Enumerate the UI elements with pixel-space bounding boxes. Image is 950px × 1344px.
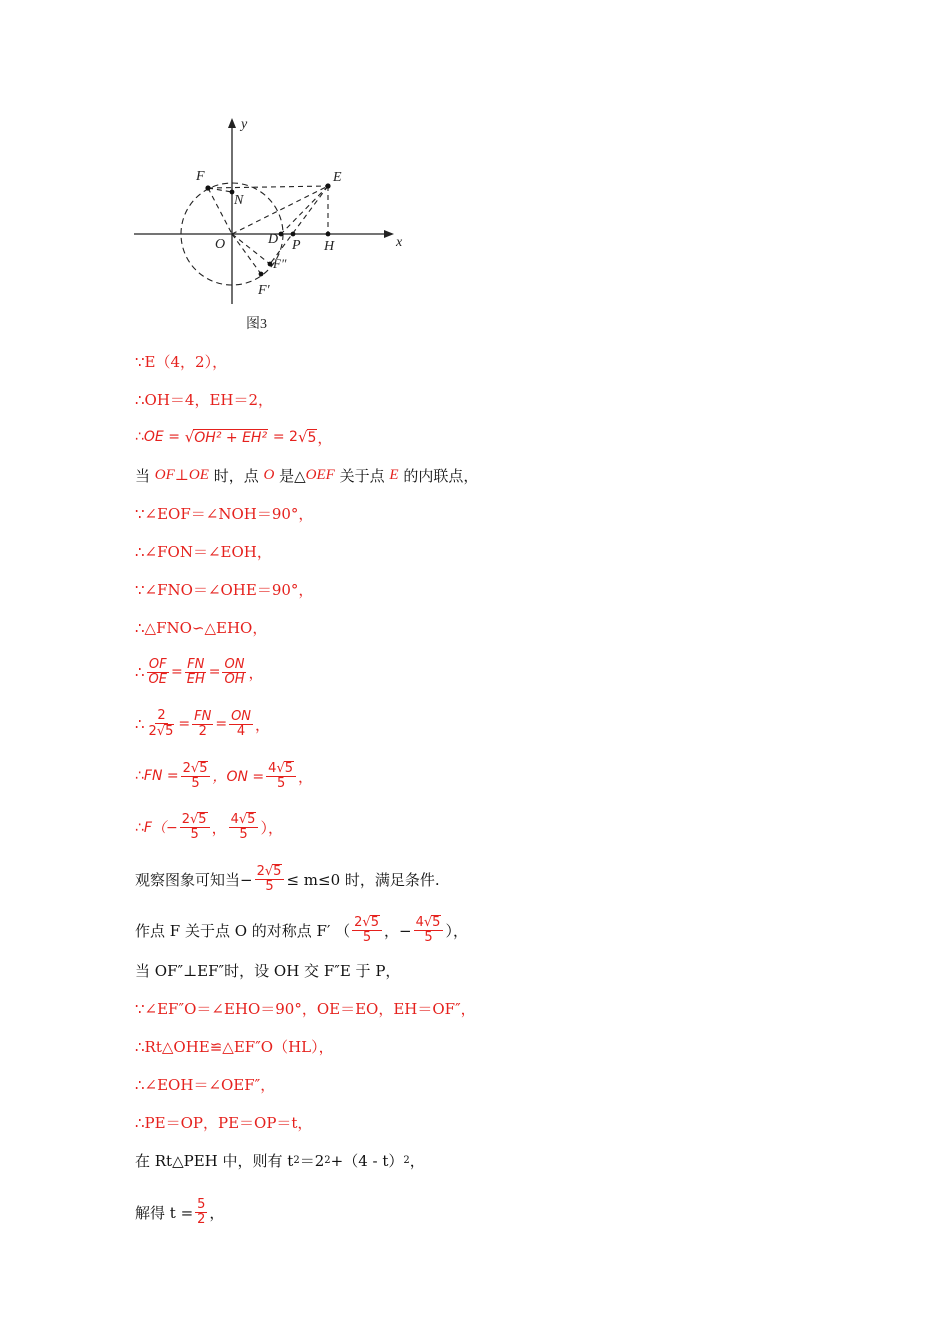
point-F1 [259, 272, 264, 277]
figure-drawing [128, 112, 418, 344]
comma: ， [317, 428, 333, 447]
solution-line-4 [135, 461, 478, 489]
radicand: 5 [432, 915, 441, 931]
radicand: 5 [198, 812, 207, 828]
denominator: OH [224, 671, 245, 687]
label-D: D [268, 232, 279, 247]
text-neilian: 的内联点， [403, 466, 479, 485]
numerator: 2√5 [181, 761, 211, 777]
coef: 4 [230, 812, 239, 828]
close-paren: ）， [260, 818, 283, 837]
f-coord-prefix: ∴F（− [135, 820, 178, 836]
denominator: 5 [276, 776, 286, 791]
solution-line-11 [135, 754, 313, 798]
radicand: 5 [273, 864, 282, 880]
label-F-double-prime: F″ [273, 256, 287, 271]
sqrt-five: 5 [307, 429, 317, 446]
solution-line-9 [135, 650, 264, 694]
numerator: 5 [197, 1196, 206, 1212]
radicand: 5 [370, 915, 379, 931]
comma: ， [211, 818, 227, 837]
text-symmetric-point: 作点 F 关于点 O 的对称点 F′ （ [135, 921, 351, 940]
label-E: E [333, 170, 342, 185]
solution-line-13 [135, 857, 440, 901]
exponent: 2 [293, 1154, 300, 1166]
label-x: x [396, 235, 403, 250]
text-observe: 观察图象可知当− [135, 870, 253, 889]
var-OF: OF [154, 466, 175, 483]
numerator: 2√5 [180, 812, 210, 828]
solution-line-5: ∵∠EOF＝∠NOH＝90°， [135, 504, 314, 523]
radicand: 5 [284, 761, 294, 777]
figure-caption: 图3 [246, 317, 267, 332]
therefore: ∴ [135, 663, 145, 681]
solution-line-16: ∵∠EF″O＝∠EHO＝90°，OE＝EO，EH＝OF″， [135, 999, 476, 1018]
numerator: OF [148, 656, 167, 672]
comma: ， [409, 1151, 425, 1170]
point-F [205, 185, 210, 190]
label-O: O [215, 237, 226, 252]
point-D [279, 232, 284, 237]
fraction-fn-2 [192, 710, 213, 738]
denominator: 5 [424, 930, 433, 945]
label-F: F [196, 169, 205, 184]
numerator: 4√5 [414, 915, 444, 931]
var-E: E [389, 466, 399, 483]
fraction-4root5-over-5 [266, 761, 296, 790]
fraction-2root5-over-5 [180, 812, 210, 841]
solution-line-14 [135, 908, 468, 952]
var-OE: OE [188, 466, 209, 483]
radicand: 5 [199, 761, 208, 777]
denominator: OE [148, 671, 167, 687]
solution-line-2: ∴OH＝4，EH＝2， [135, 390, 274, 409]
fraction-2root5-over-5 [181, 761, 211, 790]
label-H: H [324, 239, 335, 254]
segment-ED [281, 186, 328, 234]
denominator: 5 [190, 827, 199, 842]
comma: ， [209, 1203, 225, 1222]
label-F-prime: F′ [258, 283, 270, 298]
plus-term: +（4 - t） [330, 1151, 404, 1170]
point-P [291, 232, 296, 237]
coef: 2 [354, 915, 363, 931]
denominator: 5 [265, 879, 274, 894]
fraction-fn-eh [185, 658, 207, 686]
solution-line-7: ∵∠FNO＝∠OHE＝90°， [135, 580, 314, 599]
numerator: 4√5 [266, 761, 296, 777]
solution-line-17: ∴Rt△OHE≌△EF″O（HL）， [135, 1037, 334, 1056]
exponent: 2 [324, 1154, 331, 1166]
equals: = [178, 716, 191, 732]
equals: = [215, 716, 228, 732]
therefore: ∴ [135, 715, 145, 733]
numerator: FN [194, 708, 212, 724]
fraction-2root5-over-5 [255, 864, 285, 893]
fraction-of-oe [147, 658, 169, 686]
on-lhs: ，ON = [212, 769, 265, 785]
text-in-triangle: 在 Rt△PEH 中，则有 t [135, 1151, 294, 1170]
fraction-2root5-over-5 [352, 915, 382, 944]
coordinate-figure [128, 112, 418, 344]
segment-FO [208, 188, 232, 234]
solution-line-19: ∴PE＝OP，PE＝OP＝t， [135, 1113, 313, 1132]
solution-line-10 [135, 702, 270, 746]
text-dang: 当 [135, 466, 151, 485]
segment-OE [232, 186, 328, 234]
solution-line-15: 当 OF″⊥EF″时，设 OH 交 F″E 于 P， [135, 961, 401, 980]
numerator: ON [231, 708, 252, 724]
coef: 2 [148, 724, 157, 739]
fn-lhs: ∴FN = [135, 768, 179, 784]
fraction-4root5-over-5 [229, 812, 259, 841]
numerator: 4√5 [229, 812, 259, 828]
comma: ， [298, 767, 314, 786]
denominator: EH [186, 671, 205, 687]
equals-two: ＝2 [299, 1151, 325, 1170]
comma-minus: ，− [384, 921, 412, 940]
y-axis-arrow [228, 118, 236, 128]
solution-line-8: ∴△FNO∽△EHO， [135, 618, 268, 637]
fraction-on-oh [222, 658, 246, 686]
segment-FE [208, 186, 328, 188]
equals: = [171, 664, 183, 680]
radicand: 5 [247, 812, 256, 828]
denominator: 4 [236, 723, 246, 739]
fraction-on-4 [229, 710, 253, 738]
point-F2 [268, 262, 273, 267]
exponent: 2 [403, 1154, 410, 1166]
point-H [326, 232, 331, 237]
var-OEF: OEF [305, 466, 335, 483]
x-axis-arrow [384, 230, 394, 238]
label-y: y [241, 117, 248, 132]
point-E [325, 183, 330, 188]
text-solve: 解得 t = [135, 1203, 194, 1222]
comma: ， [255, 715, 271, 734]
numerator: ON [224, 656, 245, 672]
solution-line-3: ∴OE = √ OH² + EH² = 2 √ 5 ， [135, 428, 333, 447]
comma: ， [248, 663, 264, 682]
var-O: O [263, 466, 275, 483]
oe-lhs: ∴OE = [135, 429, 180, 445]
coef: 2 [182, 761, 191, 777]
denominator: 5 [362, 930, 372, 945]
text-shi: 是△ [279, 466, 306, 485]
label-P: P [292, 238, 301, 253]
fraction-4root5-over-5 [414, 915, 444, 944]
solution-line-20 [135, 1146, 425, 1174]
text-guanyu: 关于点 [339, 466, 385, 485]
solution-line-12 [135, 805, 283, 849]
solution-line-18: ∴∠EOH＝∠OEF″， [135, 1075, 276, 1094]
solution-line-1: ∵E（4，2）， [135, 352, 228, 371]
fraction-2-over-2root5 [147, 709, 177, 738]
coef: 4 [415, 915, 424, 931]
coef: 2 [256, 864, 265, 880]
perp: ⊥ [174, 466, 189, 484]
denominator: 2 [197, 1211, 206, 1227]
fraction-5-over-2 [195, 1198, 207, 1226]
solution-line-21 [135, 1190, 224, 1234]
numerator: 2 [157, 708, 166, 724]
denominator: 2√5 [148, 724, 174, 739]
numerator: 2√5 [255, 864, 285, 880]
label-N: N [234, 193, 244, 208]
denominator: 5 [239, 827, 248, 842]
coef: 4 [268, 761, 277, 777]
sqrt-radicand: OH² + EH² [194, 429, 268, 446]
text-condition: ≤ m≤0 时，满足条件. [286, 870, 440, 889]
numerator: 2√5 [352, 915, 382, 931]
oe-value: = 2 [272, 429, 298, 445]
denominator: 5 [191, 776, 200, 791]
coef: 2 [181, 812, 190, 828]
radicand: 5 [165, 724, 174, 739]
text-shi-dian: 时，点 [213, 466, 259, 485]
denominator: 2 [198, 723, 207, 739]
close-paren: ）， [445, 921, 468, 940]
numerator: FN [187, 656, 205, 672]
solution-line-6: ∴∠FON＝∠EOH， [135, 542, 272, 561]
equals: = [208, 664, 221, 680]
segment-FN [208, 188, 232, 192]
